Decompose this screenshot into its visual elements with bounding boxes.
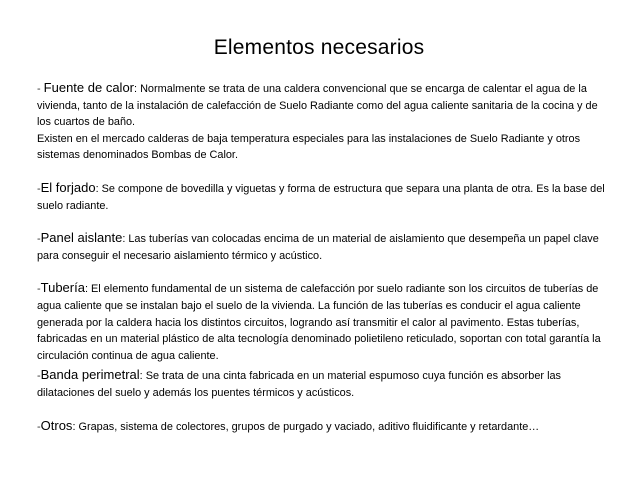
item-banda-perimetral <box>37 367 609 401</box>
item-dash: - <box>37 83 41 95</box>
item-term: Banda perimetral <box>40 367 140 383</box>
item-text: : Grapas, sistema de colectores, grupos de purgado y vaciado, aditivo fluidificante y retardante… <box>72 420 540 433</box>
item-text: : Se compone de bovedilla y viguetas y forma de estructura que separa una planta de otra. Es la base del suelo radiante. <box>37 182 605 212</box>
item-term: Otros <box>40 417 73 433</box>
slide-title: Elementos necesarios <box>213 36 425 59</box>
item-term: Panel aislante <box>40 230 123 246</box>
item-el-forjado <box>37 180 609 214</box>
item-text: : Normalmente se trata de una caldera convencional que se encarga de calentar el agua de la vivienda, tanto de la instalación de calefacción de Suelo Radiante como del agua caliente sanitaria de la cocina y de los cuartos de baño. <box>37 83 598 129</box>
item-tuberia <box>37 280 609 364</box>
item-text: : Se trata de una cinta fabricada en un material espumoso cuya función es absorber las dilataciones del suelo y además los puentes térmicos y acústicos. <box>37 370 561 399</box>
item-term: Fuente de calor <box>43 80 135 95</box>
item-term: Tubería <box>40 280 85 296</box>
item-extra-text: Existen en el mercado calderas de baja temperatura especiales para las instalaciones de Suelo Radiante y otros sistemas denominados Bombas de Calor. <box>37 132 581 162</box>
item-text: : El elemento fundamental de un sistema de calefacción por suelo radiante son los circuitos de tuberías de agua caliente que se instalan bajo el suelo de la vivienda. La función de las tuberías es conducir el agua caliente generada por la caldera hacia los distintos circuitos, logrando así transmitir el calor al pavimento. Estas tuberías, fabricadas en un material plástico de alta tecnología denominado polietileno reticulado, soportan con total garantía la circulación continua de agua caliente. <box>37 283 601 362</box>
item-fuente-de-calor <box>37 80 609 131</box>
item-dash: - <box>37 283 41 296</box>
item-dash: - <box>37 182 41 195</box>
item-term: El forjado <box>40 179 96 195</box>
item-dash: - <box>37 420 41 433</box>
item-panel-aislante <box>37 230 609 264</box>
item-otros <box>37 418 609 436</box>
item-text: : Las tuberías van colocadas encima de un material de aislamiento que desempeña un papel clave para conseguir el necesario aislamiento térmico y acústico. <box>37 233 599 262</box>
item-dash: - <box>37 370 41 383</box>
slide-content <box>37 80 609 435</box>
item-dash: - <box>37 233 41 246</box>
